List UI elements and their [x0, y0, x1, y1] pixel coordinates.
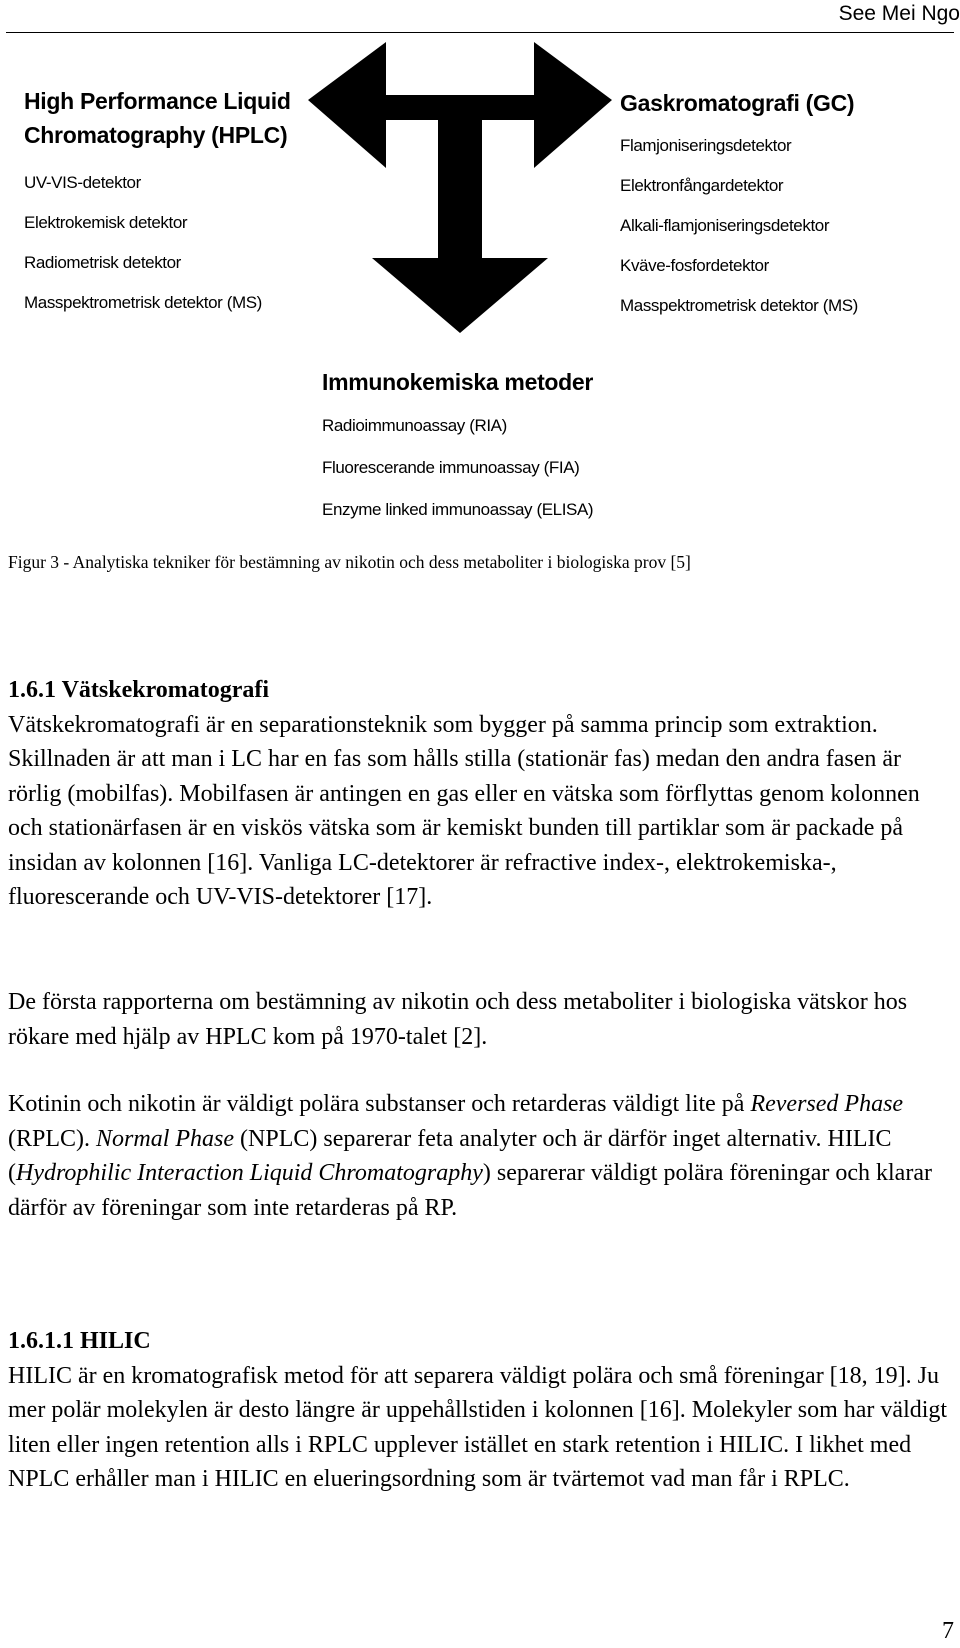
hplc-title-line1: High Performance Liquid	[24, 88, 291, 114]
hplc-title-line2: Chromatography (HPLC)	[24, 122, 288, 148]
text-run: (NPLC) separerar feta analyter och är därför inget alternativ. HILIC (	[8, 1125, 892, 1186]
immuno-title: Immunokemiska metoder	[322, 369, 594, 395]
gc-item: Kväve-fosfordetektor	[620, 256, 769, 275]
figure-caption: Figur 3 - Analytiska tekniker för bestämning av nikotin och dess metaboliter i biologiska prov [5]	[8, 552, 691, 572]
hplc-item: Masspektrometrisk detektor (MS)	[24, 293, 262, 312]
body-paragraph-polarity	[8, 1087, 952, 1225]
body-paragraph-hplc-history	[8, 985, 952, 1054]
section-1-6-1	[8, 673, 952, 915]
gc-detector-group	[620, 86, 858, 317]
immuno-item: Enzyme linked immunoassay (ELISA)	[322, 500, 594, 519]
gc-item: Masspektrometrisk detektor (MS)	[620, 296, 858, 315]
body-paragraph	[8, 1087, 952, 1225]
body-paragraph: De första rapporterna om bestämning av nikotin och dess metaboliter i biologiska vätskor hos rökare med hjälp av HPLC kom på 1970-talet [2].	[8, 989, 908, 1050]
text-run: ) separerar väldigt polära föreningar och klarar därför av föreningar som inte retarderas på RP.	[8, 1160, 932, 1221]
hplc-detector-group	[24, 84, 291, 314]
gc-title: Gaskromatografi (GC)	[620, 90, 855, 116]
gc-item: Elektronfångardetektor	[620, 176, 784, 195]
hplc-item: Elektrokemisk detektor	[24, 213, 188, 232]
hplc-item: Radiometrisk detektor	[24, 253, 181, 272]
immuno-item: Fluorescerande immunoassay (FIA)	[322, 458, 580, 477]
header-author: See Mei Ngo	[838, 2, 960, 25]
section-heading: 1.6.1 Vätskekromatografi	[8, 677, 270, 703]
immuno-method-group	[322, 365, 593, 521]
body-paragraph: Vätskekromatografi är en separationsteknik som bygger på samma princip som extraktion. Skillnaden är att man i LC har en fas som hålls stilla (stationär fas) medan den andra fasen är rörlig (mobilfas). Mobilfasen är antingen en gas eller en vätska som förflyttas genom kolonnen och stationärfasen är en viskös vätska som är kemiskt bunden till partiklar som är packade på insidan av kolonnen [16]. Vanliga LC-detektorer är refractive index-, elektrokemiska-, fluorescerande och UV-VIS-detektorer [17].	[8, 711, 920, 910]
term-normal-phase: Normal Phase	[96, 1125, 235, 1152]
page-number: 7	[942, 1618, 954, 1644]
term-hilic-full: Hydrophilic Interaction Liquid Chromatography	[16, 1160, 483, 1186]
section-1-6-1-1	[8, 1324, 952, 1497]
hplc-item: UV-VIS-detektor	[24, 173, 141, 192]
term-reversed-phase: Reversed Phase	[750, 1091, 904, 1117]
text-run: (RPLC).	[8, 1125, 97, 1152]
gc-item: Flamjoniseringsdetektor	[620, 136, 792, 155]
immuno-item: Radioimmunoassay (RIA)	[322, 416, 507, 435]
body-paragraph: HILIC är en kromatografisk metod för att separera väldigt polära och små föreningar [18, 19]. Ju mer polär molekylen är desto längre är uppehållstiden i kolonnen [16]. Molekyler som har väldigt liten eller ingen retention alls i RPLC upplever istället en stark retention i HILIC. I likhet med NPLC erhåller man i HILIC en elueringsordning som är tvärtemot vad man får i RPLC.	[8, 1362, 948, 1492]
gc-item: Alkali-flamjoniseringsdetektor	[620, 216, 830, 235]
text-run: Kotinin och nikotin är väldigt polära substanser och retarderas väldigt lite på	[8, 1091, 751, 1117]
section-heading: 1.6.1.1 HILIC	[8, 1328, 151, 1354]
